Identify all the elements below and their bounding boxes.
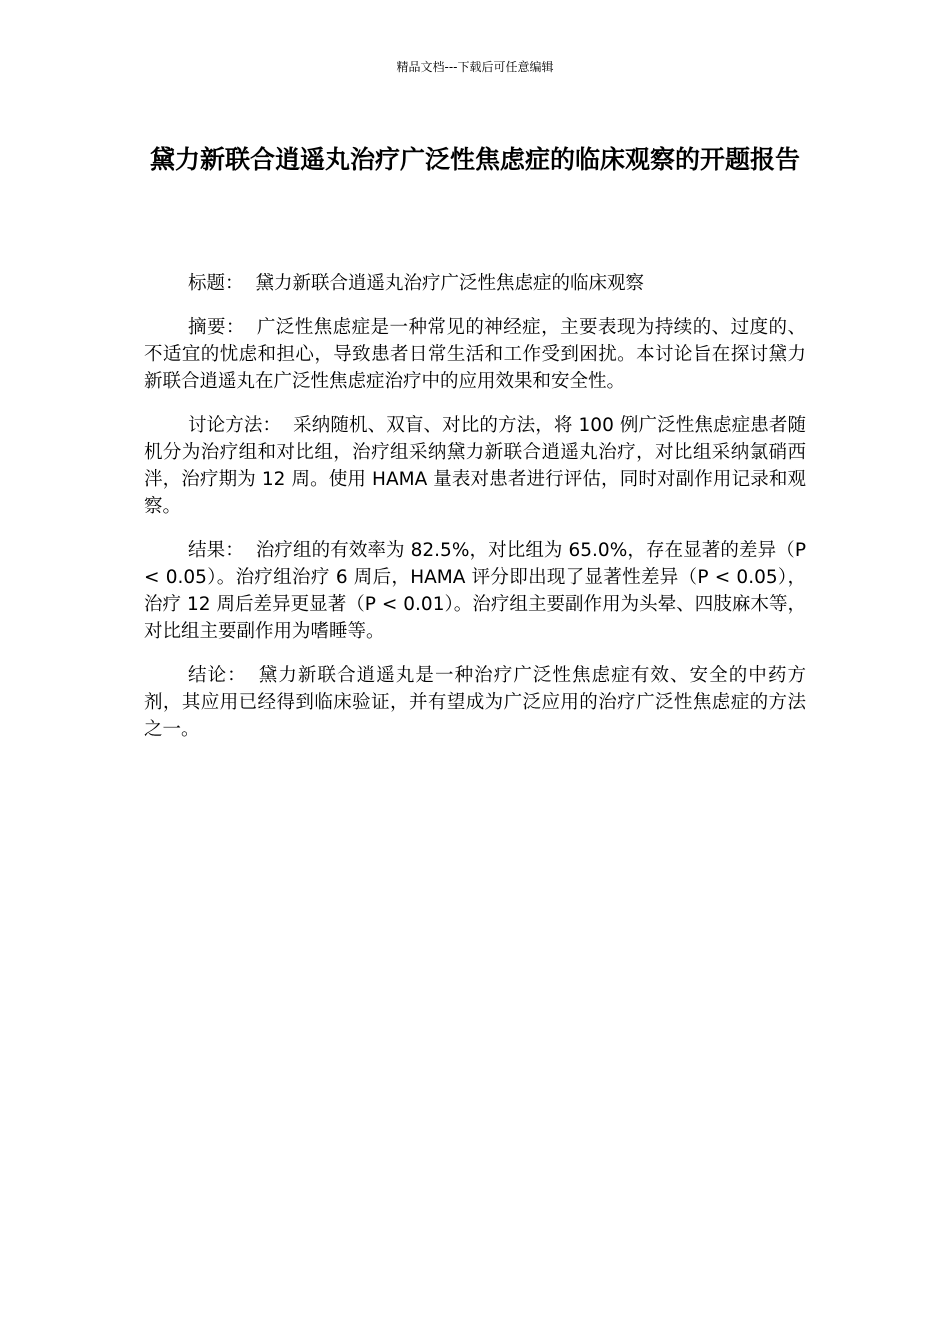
section-label: 摘要： [188, 317, 245, 338]
section-text: 黛力新联合逍遥丸治疗广泛性焦虑症的临床观察 [255, 273, 645, 294]
section-text: 广泛性焦虑症是一种常见的神经症，主要表现为持续的、过度的、不适宜的忧虑和担心，导致患者日常生活和工作受到困扰。本讨论旨在探讨黛力新联合逍遥丸在广泛性焦虑症治疗中的应用效果和安全性。 [144, 317, 806, 392]
section-method-paragraph [144, 412, 806, 520]
header-note: 精品文档---下载后可任意编辑 [396, 60, 554, 74]
section-text: 采纳随机、双盲、对比的方法，将 100 例广泛性焦虑症患者随机分为治疗组和对比组，治疗组采纳黛力新联合逍遥丸治疗，对比组采纳氯硝西泮，治疗期为 12 周。使用 HAMA 量表对患者进行评估，同时对副作用记录和观察。 [144, 415, 806, 517]
document-title: 黛力新联合逍遥丸治疗广泛性焦虑症的临床观察的开题报告 [149, 145, 800, 174]
section-text: 黛力新联合逍遥丸是一种治疗广泛性焦虑症有效、安全的中药方剂，其应用已经得到临床验证，并有望成为广泛应用的治疗广泛性焦虑症的方法之一。 [144, 665, 806, 740]
section-text: 治疗组的有效率为 82.5%，对比组为 65.0%，存在显著的差异（P < 0.05）。治疗组治疗 6 周后，HAMA 评分即出现了显著性差异（P < 0.05），治疗 12 周后差异更显著（P < 0.01）。治疗组主要副作用为头晕、四肢麻木等，对比组主要副作用为嗜睡等。 [144, 540, 806, 642]
section-label: 结论： [188, 665, 247, 686]
section-label: 标题： [188, 273, 244, 294]
document-body [144, 270, 806, 760]
section-abstract-paragraph [144, 314, 806, 395]
section-result-paragraph [144, 537, 806, 645]
section-title-paragraph [144, 270, 806, 297]
section-conclusion-paragraph [144, 662, 806, 743]
section-label: 讨论方法： [188, 415, 282, 436]
section-label: 结果： [188, 540, 244, 561]
